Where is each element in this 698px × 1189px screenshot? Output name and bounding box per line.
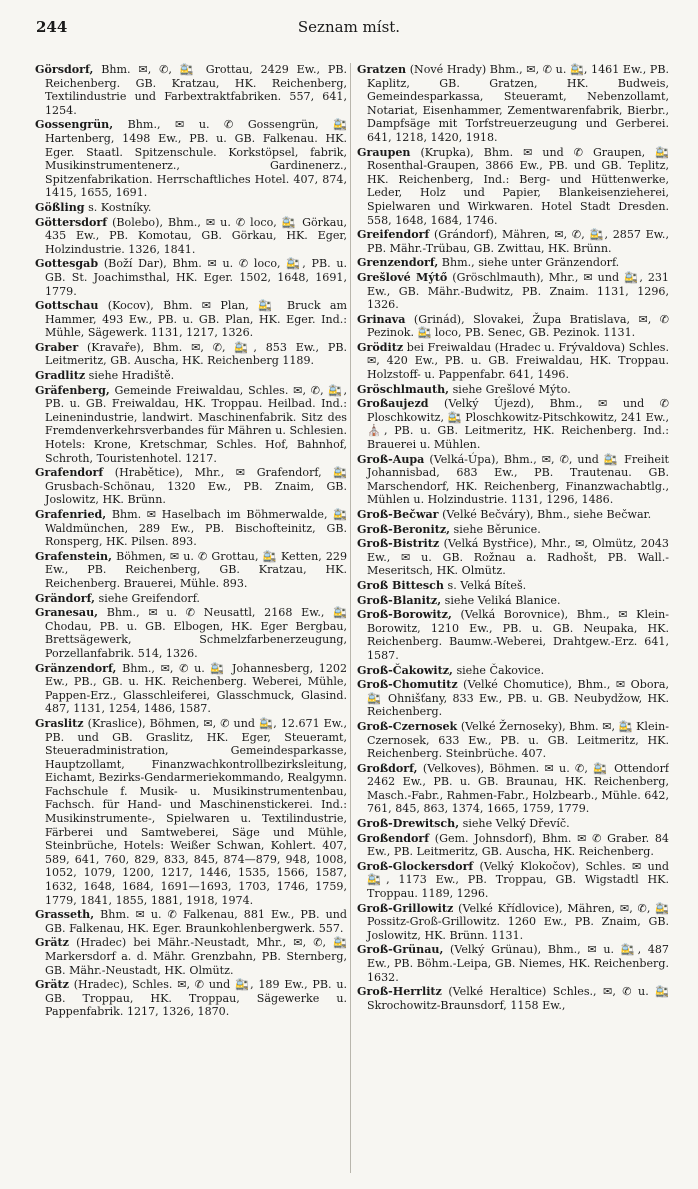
- gazetteer-entry: [35, 978, 347, 1019]
- gazetteer-entry: [35, 936, 347, 977]
- entry-headword: Gränzendorf,: [35, 661, 117, 675]
- gazetteer-entry: [35, 341, 347, 368]
- gazetteer-entry: [35, 118, 347, 200]
- entry-headword: Grätz: [35, 936, 69, 950]
- entry-headword: Groß-Bečwar: [357, 508, 439, 521]
- entry-headword: Göttersdorf: [35, 215, 108, 229]
- page-header: [0, 18, 698, 46]
- entry-headword: Grafendorf: [35, 466, 104, 480]
- entry-headword: Groß Bittesch: [357, 578, 444, 592]
- gazetteer-entry: [357, 720, 669, 761]
- entry-headword: Greifendorf: [357, 228, 430, 242]
- gazetteer-entry: [35, 592, 347, 606]
- entry-headword: Groß-Blanitz,: [357, 593, 442, 607]
- gazetteer-entry: [357, 508, 669, 522]
- entry-text: siehe Grešlové Mýto.: [452, 382, 571, 396]
- entry-text: (Kravaře), Bhm. ✉, ✆, 🚉, 853 Ew., PB. Leitmeritz, GB. Auscha, HK. Reichenberg 1189.: [45, 340, 347, 368]
- gazetteer-entry: [35, 606, 347, 660]
- entry-headword: Groß-Aupa: [357, 452, 425, 466]
- entry-text: siehe Běrunice.: [453, 522, 541, 536]
- entry-text: siehe Hradiště.: [88, 369, 175, 383]
- gazetteer-entry: [357, 313, 669, 340]
- entry-headword: Groß-Borowitz,: [357, 608, 452, 622]
- entry-headword: Groß-Drewitsch,: [357, 817, 460, 831]
- gazetteer-entry: [35, 908, 347, 935]
- entry-text: (Grinád), Slovakei, Župa Bratislava, ✉, ✆ Pezinok. 🚉 loco, PB. Senec, GB. Pezinok. 1131.: [367, 312, 669, 340]
- entry-headword: Groß-Herrlitz: [357, 985, 442, 999]
- gazetteer-entry: [357, 146, 669, 228]
- entry-headword: Graber: [35, 340, 79, 354]
- gazetteer-entry: [357, 943, 669, 984]
- gazetteer-entry: [357, 63, 669, 145]
- gazetteer-entry: [357, 860, 669, 901]
- gazetteer-entry: [357, 256, 669, 270]
- gazetteer-entry: [357, 341, 669, 382]
- entry-text: (Nové Hrady) Bhm., ✉, ✆ u. 🚉, 1461 Ew., PB. Kaplitz, GB. Gratzen, HK. Budweis, Gemeindesparkassa, Steueramt, Nebenzollamt, Notariat, Eisenhammer, Zementwarenfabrik, Bierbr., Dampfsäge mit Torfstreuerzeugung und Gerberei. 641, 1218, 1420, 1918.: [367, 63, 669, 144]
- entry-text: (Velký Klokočov), Schles. ✉ und 🚉, 1173 Ew., PB. Troppau, GB. Wigstadtl HK. Troppau. 1189, 1296.: [367, 859, 669, 901]
- entry-text: (Hradec), Schles. ✉, ✆ und 🚉, 189 Ew., PB. u. GB. Troppau, HK. Troppau, Sägewerke u. Pappenfabrik. 1217, 1326, 1870.: [45, 978, 347, 1019]
- gazetteer-entry: [35, 384, 347, 466]
- entry-text: Böhmen, ✉ u. ✆ Grottau, 🚉 Ketten, 229 Ew., PB. Reichenberg, GB. Kratzau, HK. Reichenberg. Brauerei, Mühle. 893.: [45, 549, 347, 590]
- entry-text: Bhm., ✉, ✆ u. 🚉 Johannesberg, 1202 Ew., PB., GB. u. HK. Reichenberg. Weberei, Mühle, Pappen-Erz., Glasschleiferei, Glasschmuck, Glasind. 487, 1131, 1254, 1486, 1587.: [45, 661, 347, 716]
- entry-text: bei Freiwaldau (Hradec u. Frývaldova) Schles. ✉, 420 Ew., PB. u. GB. Freiwaldau, HK. Troppau. Holzstoff- u. Pappenfabr. 641, 1496.: [367, 340, 669, 382]
- entry-text: s. Kostníky.: [88, 200, 152, 214]
- gazetteer-entry: [357, 832, 669, 859]
- entry-headword: Gottschau: [35, 299, 99, 313]
- entry-text: (Hrabětice), Mhr., ✉ Grafendorf, 🚉 Grusbach-Schönau, 1320 Ew., PB. Znaim, GB. Joslowitz, HK. Brünn.: [45, 466, 347, 507]
- gazetteer-entry: [35, 550, 347, 591]
- entry-text: (Krupka), Bhm. ✉ und ✆ Graupen, 🚉 Rosenthal-Graupen, 3866 Ew., PB. und GB. Teplitz, HK. Reichenberg, Ind.: Berg- und Hüttenwerke, Leder, Holz und Papier, Blankeisenzieherei, Spielwaren und Wirkwaren. Hotel Stadt Dresden. 558, 1648, 1684, 1746.: [367, 145, 669, 227]
- entry-headword: Grafenried,: [35, 508, 107, 521]
- right-column: [357, 63, 669, 1181]
- entry-headword: Groß-Bistritz: [357, 537, 440, 551]
- entry-headword: Grenzendorf,: [357, 256, 439, 270]
- entry-headword: Gossengrün,: [35, 118, 114, 132]
- entry-headword: Gradlitz: [35, 369, 86, 383]
- gazetteer-entry: [357, 608, 669, 662]
- entry-headword: Gößling: [35, 200, 85, 214]
- entry-text: (Kraslice), Böhmen, ✉, ✆ und 🚉, 12.671 Ew., PB. und GB. Graslitz, HK. Eger, Steueramt, Steueradministration, Gemeindesparkasse, Hauptzollamt, Finanzwachkontrollbezirksleitung, Eichamt, Bezirks-Gendarmeriekommando, Realgymn. Fachschule f. Musik- u. Musikinstrumentenbau, Fachsch. für Hand- und Maschinenstickerei. Ind.: Musikinstrumente-, Spielwaren u. Textilindustrie, Färberei und Samtweberei, Säge und Mühle, Steinbrüche, Hotels: Weißer Schwan, Kohlert. 407, 589, 641, 760, 829, 833, 845, 874—879, 948, 1008, 1052, 1079, 1200, 1217, 1446, 1535, 1566, 1587, 1632, 1648, 1684, 1691—1693, 1703, 1746, 1759, 1779, 1841, 1855, 1881, 1918, 1974.: [45, 716, 347, 907]
- entry-headword: Groß-Čakowitz,: [357, 663, 453, 677]
- entry-headword: Görsdorf,: [35, 63, 94, 76]
- entry-text: (Velké Chomutice), Bhm., ✉ Obora, 🚉 Ohnišťany, 833 Ew., PB. u. GB. Neubydžow, HK. Reichenberg.: [367, 678, 669, 719]
- entry-text: siehe Čakovice.: [456, 663, 545, 677]
- column-divider: [350, 63, 351, 1173]
- entry-headword: Groß-Czernosek: [357, 719, 458, 733]
- entry-text: Bhm., ✉ u. ✆ Neusattl, 2168 Ew., 🚉 Chodau, PB. u. GB. Elbogen, HK. Eger Bergbau, Brettsägewerk, Schmelzfarbenerzeugung, Porzellanfabrik. 514, 1326.: [45, 606, 347, 660]
- entry-headword: Gröschlmauth,: [357, 382, 450, 396]
- entry-text: (Velké Heraltice) Schles., ✉, ✆ u. 🚉 Skrochowitz-Braunsdorf, 1158 Ew.,: [367, 985, 669, 1012]
- entry-headword: Grešlové Mýtő: [357, 270, 448, 284]
- entry-headword: Groß-Beronitz,: [357, 522, 450, 536]
- entry-text: (Hradec) bei Mähr.-Neustadt, Mhr., ✉, ✆, 🚉 Markersdorf a. d. Mähr. Grenzbahn, PB. Sternberg, GB. Mähr.-Neustadt, HK. Olmütz.: [45, 936, 347, 977]
- entry-text: (Gröschlmauth), Mhr., ✉ und 🚉, 231 Ew., GB. Mähr.-Budwitz, PB. Znaim. 1131, 1296, 1326.: [367, 270, 669, 312]
- entry-text: siehe Veliká Blanice.: [444, 593, 561, 607]
- running-title: Seznam míst.: [297, 18, 401, 36]
- gazetteer-entry: [35, 257, 347, 298]
- entry-text: (Gem. Johnsdorf), Bhm. ✉ ✆ Graber. 84 Ew., PB. Leitmeritz, GB. Auscha, HK. Reichenberg.: [367, 831, 669, 859]
- entry-text: (Velké Bečváry), Bhm., siehe Bečwar.: [442, 508, 652, 521]
- gazetteer-entry: [357, 523, 669, 537]
- entry-headword: Grinava: [357, 312, 406, 326]
- gazetteer-entry: [357, 817, 669, 831]
- entry-text: (Grándorf), Mähren, ✉, ✆, 🚉, 2857 Ew., PB. Mähr.-Trübau, GB. Zwittau, HK. Brünn.: [367, 228, 669, 255]
- entry-text: (Velká-Úpa), Bhm., ✉, ✆, und 🚉 Freiheit Johannisbad, 683 Ew., PB. Trautenau. GB. Marschendorf, HK. Reichenberg, Finanzwachabtlg., Mühlen u. Holzindustrie. 1131, 1296, 1486.: [367, 452, 669, 507]
- gazetteer-entry: [357, 678, 669, 719]
- entry-text: siehe Velký Dřevíč.: [462, 817, 570, 831]
- entry-text: (Boží Dar), Bhm. ✉ u. ✆ loco, 🚉, PB. u. GB. St. Joachimsthal, HK. Eger. 1502, 1648, 1691, 1779.: [45, 257, 347, 298]
- entry-headword: Groß-Grillowitz: [357, 901, 454, 915]
- entry-text: (Velké Žernoseky), Bhm. ✉, 🚉 Klein-Czernosek, 633 Ew., PB. u. GB. Leitmeritz, HK. Reichenberg. Steinbrüche. 407.: [367, 719, 669, 761]
- gazetteer-entry: [35, 369, 347, 383]
- entry-headword: Gröditz: [357, 340, 404, 354]
- entry-text: (Kocov), Bhm. ✉ Plan, 🚉 Bruck am Hammer, 493 Ew., PB. u. GB. Plan, HK. Eger. Ind.: Mühle, Sägewerk. 1131, 1217, 1326.: [45, 299, 347, 340]
- gazetteer-entry: [35, 717, 347, 907]
- entry-headword: Grändorf,: [35, 591, 95, 605]
- entry-headword: Gottesgab: [35, 257, 99, 271]
- gazetteer-entry: [357, 762, 669, 816]
- gazetteer-entry: [357, 537, 669, 578]
- entry-text: (Velká Bystřice), Mhr., ✉, Olmütz, 2043 Ew., ✉ u. GB. Rožnau a. Radhošt, PB. Wall.-Meseritsch, HK. Olmütz.: [367, 537, 669, 578]
- gazetteer-entry: [357, 383, 669, 397]
- gazetteer-entry: [357, 397, 669, 451]
- entry-text: s. Velká Bíteš.: [447, 578, 527, 592]
- entry-text: (Velká Borovnice), Bhm., ✉ Klein-Borowitz, 1210 Ew., PB. u. GB. Neupaka, HK. Reichenberg. Baumw.-Weberei, Drahtgew.-Erz. 641, 1587.: [367, 608, 669, 662]
- entry-headword: Gratzen: [357, 63, 407, 76]
- entry-text: Gemeinde Freiwaldau, Schles. ✉, ✆, 🚉, PB. u. GB. Freiwaldau, HK. Troppau. Heilbad. Ind.: Leinenindustrie, landwirt. Maschinenfabrik. Sitz des Fremdenverkehrsverbandes für Mähren u. Schlesien. Hotels: Krone, Kretschmar, Schles. Hof, Bahnhof, Schroth, Touristenhotel. 1217.: [45, 383, 347, 465]
- gazetteer-entry: [35, 63, 347, 117]
- entry-text: (Velké Křídlovice), Mähren, ✉, ✆, 🚉 Possitz-Groß-Grillowitz. 1260 Ew., PB. Znaim, GB. Joslowitz, HK. Brünn. 1131.: [367, 901, 669, 942]
- entry-text: Bhm., ✉ u. ✆ Gossengrün, 🚉 Hartenberg, 1498 Ew., PB. u. GB. Falkenau. HK. Eger. Staatl. Spitzenschule. Korkstöpsel, fabrik, Musikinstrumentenerz., Gardinenerz., Spitzenfabrikation. Herrschaftliches Hotel. 407, 874, 1415, 1655, 1691.: [45, 118, 347, 200]
- entry-text: (Velkoves), Böhmen. ✉ u. ✆, 🚉 Ottendorf 2462 Ew., PB. u. GB. Braunau, HK. Reichenberg, Masch.-Fabr., Rahmen-Fabr., Holzbearb., Mühle. 642, 761, 845, 863, 1374, 1665, 1759, 1779.: [367, 761, 669, 816]
- gazetteer-entry: [357, 902, 669, 943]
- gazetteer-entry: [35, 508, 347, 549]
- gazetteer-entry: [35, 201, 347, 215]
- gazetteer-entry: [35, 216, 347, 257]
- entry-text: (Bolebo), Bhm., ✉ u. ✆ loco, 🚉 Görkau, 435 Ew., PB. Komotau, GB. Görkau, HK. Eger, Holzindustrie. 1326, 1841.: [45, 215, 347, 256]
- entry-headword: Gräfenberg,: [35, 383, 110, 397]
- gazetteer-entry: [357, 228, 669, 255]
- entry-headword: Groß-Grünau,: [357, 943, 444, 957]
- entry-text: Bhm. ✉ u. ✆ Falkenau, 881 Ew., PB. und GB. Falkenau, HK. Eger. Braunkohlenbergwerk. 557.: [45, 908, 347, 935]
- left-column: [35, 63, 347, 1181]
- entry-text: Bhm. ✉ Haselbach im Böhmerwalde, 🚉 Waldmünchen, 289 Ew., PB. Bischofteinitz, GB. Ronsperg, HK. Pilsen. 893.: [45, 508, 347, 549]
- entry-headword: Grafenstein,: [35, 549, 112, 563]
- entry-headword: Granesau,: [35, 606, 98, 620]
- gazetteer-entry: [357, 579, 669, 593]
- gazetteer-entry: [357, 271, 669, 312]
- gazetteer-entry: [35, 662, 347, 716]
- gazetteer-entry: [357, 985, 669, 1012]
- gazetteer-entry: [35, 466, 347, 507]
- entry-headword: Grätz: [35, 978, 69, 992]
- entry-headword: Großendorf: [357, 831, 430, 845]
- gazetteer-entry: [357, 664, 669, 678]
- entry-headword: Graupen: [357, 145, 411, 159]
- entry-headword: Graslitz: [35, 716, 84, 730]
- entry-headword: Groß-Chomutitz: [357, 678, 458, 692]
- gazetteer-entry: [357, 453, 669, 507]
- page-number: 244: [36, 18, 68, 36]
- entry-text: (Velký Újezd), Bhm., ✉ und ✆ Ploschkowitz, 🚉 Ploschkowitz-Pitschkowitz, 241 Ew., ⛪, PB. u. GB. Leitmeritz, HK. Reichenberg. Ind.: Brauerei u. Mühlen.: [367, 397, 669, 452]
- entry-headword: Groß-Glockersdorf: [357, 859, 474, 873]
- gazetteer-entry: [357, 594, 669, 608]
- entry-text: Bhm. ✉, ✆, 🚉 Grottau, 2429 Ew., PB. Reichenberg. GB. Kratzau, HK. Reichenberg, Textilindustrie und Farbextraktfabriken. 557, 641, 1254.: [45, 63, 347, 117]
- gazetteer-entry: [35, 299, 347, 340]
- entry-headword: Großdorf,: [357, 761, 418, 775]
- entry-headword: Grasseth,: [35, 908, 95, 922]
- entry-text: siehe Greifendorf.: [98, 591, 200, 605]
- entry-text: (Velký Grünau), Bhm., ✉ u. 🚉, 487 Ew., PB. Böhm.-Leipa, GB. Niemes, HK. Reichenberg. 1632.: [367, 943, 669, 984]
- entry-text: Bhm., siehe unter Gränzendorf.: [441, 256, 620, 270]
- entry-headword: Großaujezd: [357, 397, 429, 411]
